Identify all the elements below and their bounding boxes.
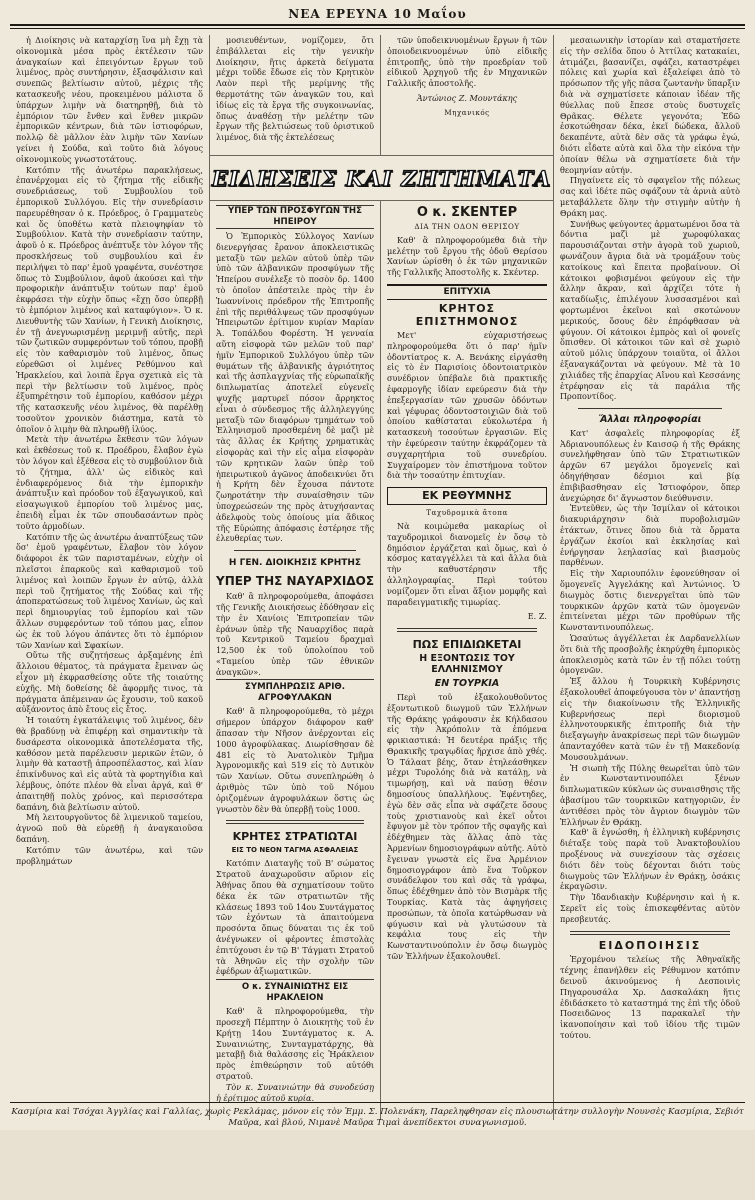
agri-heading: ΣΥΜΠΛΗΡΩΣΙΣ ΑΡΙΘ. ΑΓΡΟΦΥΛΑΚΩΝ [216,679,374,704]
skenter-heading: Ο κ. ΣΚΕΝΤΕΡ [416,205,518,220]
naval-heading-2: ΥΠΕΡ ΤΗΣ ΝΑΥΑΡΧΙΔΟΣ [216,574,375,589]
skenter-text: Καθ' ἃ πληροφορούμεθα διὰ τὴν μελέτην τοῦ ἔργου τῆς ὁδοῦ Θερίσου Χανίων ὡρίσθη ὁ ἐκ τῶν μηχανικῶν τῆς Γαλλικῆς Ἀποστολῆς κ. Σκέντερ. [387,234,547,278]
page-header: ΝΕΑ ΕΡΕΥΝΑ 10 Μαΐου [288,7,467,21]
col1-paragraph: Οὕτω τῆς συζητήσεως ἀρξαμένης ἐπὶ ἄλλοιου θέματος, τὰ πράγματα ἔμειναν ὡς εἶχον μὴ ἐκφρασθείσης οὔτε τῆς τοιαύτης εὐχῆς. Μὴ δοθείσης δὲ ἀφορμῆς τινος, τὰ πράγματα ἀπέμειναν ὡς ἔχουσιν, τοῦ κακοῦ αὐξάνοντος ἀπὸ ἔτους εἰς ἔτος. [16,650,203,715]
columns [10,35,745,1120]
column-5 [381,201,553,1120]
section-banner [210,155,553,201]
advertisement-footer: Κασμίρια καὶ Τσόχαι Ἀγγλίας καὶ Γαλλίας, χωρὶς Ρεκλάμας, μόνον εἰς τὸν Ἐμμ. Σ. Πολενάκη, Παρεληφθησαν εἰς πλουσιωτάτην συλλογὴν Νουνσὲς Κασμίρια, Σεβιότ Μαῦρα, καὶ βλού, Νιμανὲ Μαῦρα Τιμαὶ ἀνεπίδεκτοι συναγωνισμοῦ. [10,1102,745,1129]
refugees-text: Ὁ Ἐμπορικὸς Σύλλογος Χανίων διενεργήσας ἔρανον ἀποκλειστικῶς μεταξὺ τῶν μελῶν αὐτοῦ ὑπὲρ τῶν ὑπὸ τῶν ἀλβανικῶν προσφύγων τῆς Ἠπείρου συνέλεξε τὸ ποσὸν δρ. 1400 τὸ ὁποῖον ἀπέστειλε πρὸς τὴν ἐν Ἰωαννίνοις πρόεδρον τῆς Ἐπιτροπῆς ἐπὶ τῆς περιθάλψεως τῶν προσφύγων Ἠπειρωτῶν ἐρίτιμον κυρίαν Μαρίαν Ἀ. Τοπάλδου Φορέστη. Ἡ γενναία αὕτη εἰσφορὰ τῶν μελῶν τοῦ παρ' ἡμῖν Ἐμπορικοῦ Συλλόγου ὑπὲρ τῶν θυμάτων τῆς ἀλβανικῆς ἀγριότητος καὶ τῆς ἀσπλαγχνίας τῆς εὐρωπαϊκῆς διπλωματίας ἀποτελεῖ εὐγενεῖς ψυχῆς μαρτυρεῖ πόσον ἄρρηκτος εἶναι ὁ σύνδεσμος τῆς ἀλληλεγγύης μεταξὺ τῶν διαφόρων τμημάτων τοῦ Ἑλληνισμοῦ προσθεμένη δὲ μαζὶ μὲ τὰς ἄλλας ἐκ Κρήτης χρηματικὰς εἰσφορὰς καὶ τὴν εἰς αἷμα εἰσφορὰν τῶν κρητικῶν λαῶν ὑπὲρ τοῦ ἠπειρωτικοῦ ἀγῶνος ἀποδεικνύει ὅτι ἡ Κρήτη δὲν ἔχουσα πάντοτε ζωηροτάτην τὴν συναίσθησιν τῶν ὑποχρεώσεών της πρὸς ἀτυχήσαντας ἀδελφοὺς τοὺς ὁποίους μία ἄδικος τῆς Εὐρώπης ἀπόφασις ἐστέρησε τῆς ἐλευθερίας των. [216,231,374,544]
success-heading-2: ΚΡΗΤΟΣ ΕΠΙΣΤΗΜΟΝΟΣ [415,301,519,328]
soldiers-heading-2: ΕΙΣ ΤΟ ΝΕΟΝ ΤΑΓΜΑ ΑΣΦΑΛΕΙΑΣ [231,846,359,855]
signature-title: Μηχανικός [444,107,490,117]
other-paragraph: Κατ' ἀσφαλεῖς πληροφορίας ἐξ Ἀδριανουπόλεως ἐν Καισσῷ ἡ τῆς Θράκης συνελήφθησαν ὑπὸ τῶν Στρατιωτικῶν ἀρχῶν 67 μεγάλοι ὅμογενεῖς καὶ ὁδηγήθησαν δέσμιοι καὶ βίᾳ ἐπιβιβασθησαν εἰς Ἰστιοφόρον, ὅπερ ἀνεχώρησε δι' ἄγνωστον διεύθυνσιν. [560,427,740,503]
soldiers-heading-1: ΚΡΗΤΕΣ ΣΤΡΑΤΙΩΤΑΙ [232,830,358,844]
soldiers-text: Κατόπιν Διαταγῆς τοῦ Β' σώματος Στρατοῦ ἀναχωροῦσιν αὔριον εἰς Ἀθήνας ὅπου θὰ σχηματίσουν τοῦτο δέκα ἐκ τῶν στρατιωτῶν τῆς κλάσεως 1893 τοῦ 14ου Συντάγματος τῶν ἐχόντων τὰ ἀπαιτούμενα προσόντα ὅπως δύναται τις ἐκ τοῦ ἀνέγνωκεν οἱ φέροντες ἐπιστολὰς ἐπιτύχουσι ἐν τῷ Β' Τάγματι Στρατοῦ τὰ Ἀθηνῶν εἰς τὴν σχολὴν τῶν ἐφέδρων ἀξιωματικῶν. [216,858,374,977]
divider [397,628,537,632]
notice-heading: ΕΙΔΟΠΟΙΗΣΙΣ [598,938,702,952]
col1-paragraph: Κατόπιν τῶν ἀνωτέρω, καὶ τῶν προβλημάτων [16,844,203,866]
col2-paragraph: μοσιευθέντων, νομίζομεν, ὅτι ἐπιβάλλεται εἰς τὴν γενικὴν Διοίκησιν, ἥτις ἀρκετὰ δείγματα μέχρι τοῦδε ἔδωσε εἰς τὸν Κρητικὸν Λαὸν περὶ τῆς μερίμνης τῆς θερμοτάτης τῶν ἀναγκῶν του, καὶ ἰδίως εἰς τὰ ἔργα τῆς συγκοινωνίας, ὅπως ἀναθέσῃ τὴν μελέτην τῶν ἔργων τῆς βελτιώσεως τοῦ ὁριστικοῦ λιμένος, διὰ τῆς ἐκτελέσεως [216,35,374,143]
notice-text: Ἐρχομένου τελείως τῆς Ἀθηναϊκῆς τέχνης ἐπανήλθεν εἰς Ρέθυμνον κατόπιν δεινοῦ ἀκινούμενος ἡ Δεσποινὶς Πηγαρουσάλα Χρ. Δασκαλάκη ἥτις ἐδιδάσκετο τὸ καταστημά της ἐπὶ τῆς ὁδοῦ Ποσειδῶνος 13 παρακαλεῖ τὴν ἱκανοποίησιν καὶ τοῦ ἱδίου τῆς τιμῶν τούτου. [560,954,740,1040]
other-paragraph: Ἡ σιωπὴ τῆς Πύλης θεωρεῖται ὑπὸ τῶν ἐν Κωνσταντινουπόλει ξένων διπλωματικῶν κύκλων ὡς συναισθησις τῆς ἀβασίμου τῶν τουρκικῶν κατηγοριῶν, ἐν ἀντιθέσει πρὸς τὸν ἄγριον διωγμὸν τῶν Ἑλλήνων ἐν Θράκῃ. [560,762,740,827]
column-4 [210,201,381,1120]
column-3 [381,35,553,155]
other-paragraph: Ἐντεῦθεν, ὡς τὴν Ἰσμίλαν οἱ κάτοικοι διακυριάρχησιν διὰ πυροβολισμῶν ἐτάκτων, ὅτινες ὅπου διὰ τὰ ὄρματα ἐργάζων ἐκσίοι καὶ ἐκκλησίας καὶ ἐνήργησαν λεηλασίας καὶ βιασμοὺς παρθένων. [560,503,740,568]
divider [578,408,722,409]
middle-top [210,35,553,155]
refugees-heading: ΥΠΕΡ ΤΩΝ ΠΡΟΣΦΥΓΩΝ ΤΗΣ ΗΠΕΙΡΟΥ [216,205,374,229]
rethymno-signature: Ε. Ζ. [527,611,547,622]
page-bottom-margin [0,1130,755,1200]
column-2 [210,35,381,155]
col6-paragraph: Πηγαίνετε εἰς τὸ σφαγεῖον τῆς πόλεως σας καὶ ἰδέτε πῶς σφάζουν τὰ ἀρνιὰ αὐτὸ μεταβάλλετε ὅλην τὴν στιγμὴν αὐτὴν ἡ Θράκη μας. [560,175,740,218]
naval-text: Καθ' ἃ πληροφορούμεθα, ἀποφάσει τῆς Γενικῆς Διοικήσεως ἐδόθησαν εἰς τὴν ἐν Χανίοις Ἐπιτροπείαν τῶν ἐράνων ὑπὲρ τῆς Ναυαρχίδος παρὰ τοῦ Κεντρικοῦ Ταμείου δραχμαὶ 12,500 ἐκ τοῦ ὑπολοίπου τοῦ «Ταμείου ὑπὲρ τῶν ἐθνικῶν ἀναγκῶν». [216,591,374,677]
col1-paragraph: Κατόπιν τῆς ἀνωτέρω παρακλήσεως, ἐπανέρχομαι εἰς τὸ ζήτημα τῆς εἰδικῆς συνεδριάσεως, τοῦ Συμβουλίου τοῦ ἐμπορικοῦ Συλλόγου. Εἰς τὴν συνεδρίασιν παρευρέθησαν ὁ κ. Πρόεδρος, ὁ Γραμματεὺς καὶ ὅς ὑποθέτω κατὰ πλειοψηφίαν τὸ Συμβούλιον. Κατὰ τὴν συνεδρίασιν ταύτην, ἀφοῦ ὁ κ. Πρόεδρος ἀνέπτυξε τὸν λόγον τῆς προσκλήσεως τοῦ συμβουλίου καὶ ἐν περιλήψει τὸ παρ' ἐμοῦ γραφέντα, συνέστησε ὅπως τὸ Συμβούλιον, ἀφοῦ ἀκούσει καὶ τὴν προφορικὴν ἀνάπτυξιν τούτων παρ' ἐμοῦ ἐκφράσει τὴν εὐχὴν ὅπως «ἔχῃ ὅσο ὑπερβῇ τὸ ἐμπόριον λιμένος καὶ καταφύγιον». Ὁ κ. Διευθυντὴς τῶν Χανίων, ἡ Γενικὴ Διοίκησις, ἐν τῇ ἀνεγνωρισμένῃ μεριμνῇ αὐτῆς, περὶ τῶν ζωτικῶν συμφερόντων τοῦ τόπου, προβῇ εἰς τὸν καθαρισμὸν τοῦ λιμένος, ὅπως εὑρεθῶσι οἱ λιμένες Ρεθύμνου καὶ Ἡρακλείου, καὶ λοιπὰ ἔργα σχετικὰ εἰς τὰ περὶ τὴν βελτίωσιν τοῦ λιμένος, πρὸς ἐξυπηρέτησιν τοῦ ἐμπορίου, καθόσον μέχρι τῆς κατασκευῆς νέου λιμένος, θὰ παρέλθῃ τοσοῦτον χρονικὸν διάστημα, κατὰ τὸ ὁποῖον ὁ λιμὴν θὰ πληρωθῇ ἰλύος. [16,164,204,434]
divider [226,820,364,824]
hellenism-text: Περὶ τοῦ ἐξακολουθοῦντος ἐξοντωτικοῦ διωγμοῦ τῶν Ἑλλήνων τῆς Θράκης γράφουσιν ἐκ Κήλδασου εἰς τὴν Ἀκρόπολιν τὰ ἑπόμενα φρικιαστικά: Ἡ δευτέρα πράξις τῆς Θρακικῆς τραγῳδίας ἤρχισε ἀπὸ χθές. Ὁ Τάλαατ βέης, ὅταν ἐτηλεάσθηκεν μέχρι Τυρολόης διὰ νὰ κατάλῃ, νὰ τιμωρήσῃ, καὶ νὰ παύσῃ θέσιν δημοσίους ὑπαλλήλους. Ἐφέντηδες, ἐγὼ δὲν σᾶς εἶπα νὰ σφάζετε ὅσους τοὺς χριστιανοὺς καὶ ἐκεῖ οὗτοι ἔφυγον μὲ τὸν τρόπον τῆς σφαγῆς καὶ ἐδέχθημεν τὰς ἄλλας ἀπὸ τὰς Ἀρμενίων δημοσιογράφων αὐτῆς. Αὐτὸ ἔγειναν γνωστὰ εἰς ἕνα Ἀρμένιον δημοσιογράφον ἀπὸ ἕνα Τοῦρκον συνάδελφον του καὶ σᾶς τὰ γράφω, ὅπως ἐδέχθημεν ἀπὸ τὸν Βισμὰρκ τῆς Τουρκίας. Κατὰ τὰς ἀφηγήσεις προσώπων, τὰ ὁποῖα κατώρθωσαν νὰ φύγωσιν καὶ νὰ γλυτώσουν τὰ κεφάλια τους εἰς τὴν Κωνσταντινούπολιν ἐν ὅσῳ διωγμὸς τῶν Ἑλλήνων ἐξακολουθεῖ. [387,691,547,962]
other-paragraph: Ὡσαύτως ἀγγέλλεται ἐκ Δαρδανελλίων ὅτι διὰ τῆς προσβολῆς ἐκηρύχθη ἐμπορικὸς ἀποκλεισμὸς κατὰ τῶν ἐν τῇ πόλει τούτῃ ὁμογενῶν. [560,633,740,676]
rethymno-heading: ΕΚ ΡΕΘΥΜΝΗΣ [387,487,547,505]
col6-paragraph: μεσαιωνικὴν ἱστορίαν καὶ σταματήσετε εἰς τὴν σελίδα ὅπου ὁ Ἀττίλας κατακαίει, ἀτιμάζει, βασανίζει, σφάζει, καταστρέφει πόλεις καὶ χωρία καὶ ἐξαλείφει ἀπὸ τὸ πρόσωπον τῆς γῆς πᾶσα ζωντανὴν ὕπαρξιν διὰ νὰ σχηματίσετε κάποιαν ἰδέαν τῆς θύελλας ποῦ ἔπεσε στοὺς δυστυχεῖς Θρᾶκας. Θέλετε γεγονότα; Ἐδῶ ἐσκοτώθησαν δέκα, ἐκεῖ δώδεκα, ἄλλοῦ δεκαπέντε, αὐτὰ δὲν σᾶς τὰ γράφω ἐγώ, διότι εἶδατε αὐτὰ καὶ ὅλα τὴν εἰκόνα τὴν ὁποίαν θέλω νὰ σχηματίσετε διὰ τὴν θεομηνίαν αὐτήν. [560,35,740,175]
banner-title: ΕΙΔΗΣΕΙΣ ΚΑΙ ΖΗΤΗΜΑΤΑ [211,165,552,191]
divider [234,550,356,551]
hellenism-heading-2: Η ΕΞΟΝΤΩΣΙΣ ΤΟΥ ΕΛΛΗΝΙΣΜΟΥ [419,653,515,676]
success-text: Μετ' εὐχαριστήσεως πληροφορούμεθα ὅτι ὁ παρ' ἡμῖν ὀδοντίατρος κ. Α. Βενάκης εἰργάσθη εἰς τὸ ἐν Παρισίοις ὀδοντοιατρικὸν συνέδριον ὑπέβαλε διὰ πρακτικῆς ἐφαρμογῆς ἰδίαν εφεύρεσιν διὰ τὴν ἐπεξεργασίαν τῶν χρυσῶν ὀδόντων καὶ γέφυρας ὀδοντοστοιχιῶν διὰ τοῦ ὁποίου καθίσταται εὐκολωτέρα ἡ κατασκευὴ τοσούτων ἐργασιῶν. Εἰς τὴν ἐφεύρεσιν ταύτην ἐκφράζομεν τὰ συγχαρητήρια τοῦ συνεδρίου. Συγχαίρομεν τὸν ἐπιστήμονα τοῦτον διὰ τὴν τοσαύτην ἐπιτυχίαν. [387,329,547,481]
hellenism-heading-3: ΕΝ ΤΟΥΡΚΙΑ [434,678,500,690]
other-info-heading: Ἄλλαι πληροφορίαι [598,414,702,426]
other-paragraph: Καθ' ἃ ἐγνώσθη, ἡ ἑλληνικὴ κυβέρνησις διέταξε τοὺς παρὰ τοῦ Ἀνακτοβουλίου προξένους νὰ συνεχίσουν τὰς σχέσεις διότι δὲν τοὺς δέχονται διότι τοὺς διωγμοὺς τῶν Ἑλλήνων ἐν Θράκῃ, ὁσάκις ἐκραγῶσιν. [560,827,740,892]
col1-paragraph: ἡ Διοίκησις νὰ καταρχίσῃ ἵνα μὴ ἔχῃ τὰ οἰκονομικὰ μέσα πρὸς ἐκτέλεσιν τῶν ἀναγκαίων καὶ ἐπειγόντων ἔργων τοῦ λιμένος, πρὸς συντήρησιν, ἐξασφάλισιν καὶ συνεπῶς βελτίωσιν αὐτοῦ, μέχρις τῆς κατασκευῆς νέου, προκειμένου μάλιστα ὅ ὑπάρχων λιμὴν νὰ διατηρηθῇ, διὰ τὸ ἐμπόριον τῶν ἔνθεν καὶ ἔνθεν μικρῶν ἐμπορικῶν κέντρων, διὰ τῶν ἱστιοφόρων, πολλῷ δὲ μᾶλλον ἐὰν λιμὴν τῶν Χανίων γείνει ἡ Σούδα, καὶ τοῦτο διὰ λόγους οἰκονομικοὺς γνωστοτάτους. [16,35,203,164]
hellenism-heading-1: ΠΩΣ ΕΠΙΔΙΩΚΕΤΑΙ [412,638,522,652]
col3-paragraph: τῶν ὑποδεικνυομένων ἔργων ἡ τῶν ὁποιοδεικνυομένων ὑπὸ εἰδικῆς ἐπιτροπῆς, ὑπὸ τὴν προεδρίαν τοῦ εἰδικοῦ Ἀρχηγοῦ τῆς ἐν Μηχανικῶν Γαλλικῆς ἀποστολῆς. [387,35,547,89]
heraklion-heading: Ο κ. ΣΥΝΑΙΝΙΩΤΗΣ ΕΙΣ ΗΡΑΚΛΕΙΟΝ [216,979,374,1004]
col1-paragraph: Μὴ λειτουργοῦντος δὲ λιμενικοῦ ταμείου, ἀγνοῶ ποῦ θὰ εὑρεθῇ ἡ ἀναγκαιοῦσα δαπάνη. [16,812,203,844]
col6-paragraph: Συνήθως φεύγοντες ἁρματωμένοι ὅσα τὰ δόντια μαζὶ μὲ χωροφύλακας παρουσιάζονται στὴν ἀγορὰ τοῦ χωριοῦ, φωνάζουν ἄγρια διὰ νὰ τρομάξουν τοὺς κατοίκους καὶ ἔπειτα προβαίνουν. Οἱ κάτοικοι φοβισμένοι φεύγουν εἰς τὴν ἄλλην ἄκραν, καὶ ἀρχίζει τότε ἡ καταδίωξις, ἐπιλέγουν λυσσασμένοι καὶ φορτωμένοι ἐκεῖνοι καὶ σκοτώνουν μερικούς, ὅσους δὲν ἐπρόφθασαν νὰ φύγουν. Οἱ κάτοικοι ἐμπρὸς καὶ οἱ φονεῖς ὅπισθεν. Οἱ κάτοικοι τῶν καὶ σὲ χωριὸ αὐτοῦ μόλις ὑπάρχουν τοιαῦτα, οἱ ἄλλοι ἐξαναγκάζονται νὰ φεύγουν. Μὲ τὰ 10 χιλιάδες τῆς ἐπαρχίας Αἴνου καὶ Κεσσάνης ἐτρέφησαν εἰς τὰ παράλια τῆς Προποντίδος. [560,218,740,402]
middle-section [210,35,554,1120]
article-signature: Ἀντώνιος Ζ. Μουντάκης [416,92,518,103]
skenter-subheading: ΔΙΑ ΤΗΝ ΟΔΟΝ ΘΕΡΙΣΟΥ [414,222,520,231]
other-paragraph: Εἰς τὴν Χαριουπόλιν ἐφονεύθησαν οἱ ὅμογενεῖς Ἀγγελάκης καὶ Ἀντώνιος. Ὁ διωγμὸς ὅστις διενεργεῖται ὑπὸ τῶν τουρκικῶν ἀρχῶν κατὰ τῶν ὁμογενῶν ἐπιτείνεται μέχρι τῶν προθύρων τῆς Κωνσταντινουπόλεως. [560,568,740,633]
middle-bottom [210,201,553,1120]
other-paragraph: Τὴν Ἰδανδιακὴν Κυβέρνησιν καὶ ἡ κ. Σερεῖτ εἰς τοὺς ἐπισκεφθέντας αὐτὸν πρεσβευτάς. [560,892,740,924]
other-paragraph: Ἐξ ἄλλου ἡ Τουρκικὴ Κυβέρνησις ἐξακολουθεῖ ἀποφεύγουσα τὸν ν' ἀπαντήσῃ εἰς τὴν διακοίνωσιν τῆς Ἑλληνικῆς Κυβερνήσεως περὶ διορισμοῦ ἑλληνοτουρκικῆς ἐπιτροπῆς διὰ τὴν διεξαγωγὴν ἀνακρίσεως περὶ τῶν διωγμῶν ἀπανταχόθεν κατὰ τῶν ἐν τῇ Μακεδονίᾳ Μουσουλμάνων. [560,676,740,762]
divider [570,931,730,935]
rethymno-subheading: Ταχυδρομικὰ ἄτοπα [426,508,508,518]
success-heading-1: ΕΠΙΤΥΧΙΑ [387,284,547,300]
col1-paragraph: Κατόπιν τῆς ὡς ἀνωτέρω ἀναπτύξεως τῶν ὅσ' ἐμοῦ γραφέντων, ἔλαβον τὸν λόγον διάφοροι ἐκ τῶν παρισταμένων, εὐχὴν οἱ πλεῖστοι ἐπαρκοῦς καὶ καθαρισμοῦ τοῦ λιμένος καὶ λοιπῶν ἔργων ἐν αὐτῷ, ἀλλὰ περὶ τοῦ ζητήματος τῆς Σούδας καὶ τῆς ἀποπερατώσεως τοῦ λιμένος Χανίων, ὡς καὶ περὶ δημιουργίας τοῦ ἐμπορίου καὶ τῶν ἄλλων συμφερόντων τοῦ τόπου μας, εἶπον ὡς ἐκ τοῦ λόγου ἀπάντες ὅτι τὸ ἐμπόριον τῶν Χανίων καὶ Σφακίων. [16,531,203,650]
col1-paragraph: Ἡ τοιαύτη ἐγκατάλειψις τοῦ λιμένος, δὲν θὰ βραδύνῃ νὰ ἐπιφέρῃ καὶ σημαντικὴν τὰ δυσάρεστα οἰκονομικὰ ἀποτελέσματα τῆς, καθόσον μετὰ παρέλευσιν μερικῶν ἐτῶν, ὁ λιμὴν θὰ καταστῇ ἀπροσπέλαστος, καὶ λίαν ἐπικίνδυνος καὶ εἰς αὐτὰ τὰ φορτηγίδια καὶ λέμβους, ὁπότε πλέον θὰ εἶναι ἀργά, καὶ θ' ἀπαιτηθῇ πολὺς χρόνος, καὶ περισσότερα δαπάνη, διὰ βελτίωσιν αὐτοῦ. [16,715,203,812]
header-rule [10,24,745,29]
heraklion-note: Τὸν κ. Συναινιώτην θὰ συνοδεύσῃ ἡ ἐρίτιμος αὐτοῦ κυρία. [216,1081,374,1103]
agri-text: Καθ' ἃ πληροφορούμεθα, τὸ μέχρι σήμερον ὑπάρχον διάφορον καθ' ἅπασαν τὴν Νῆσον ἀνέρχονται εἰς 1000 ἀγροφύλακας. Διωρίσθησαν δὲ 481 εἰς τὸ Ἀνατολικὸν Τμῆμα Ἀγρονομικῆς καὶ 519 εἰς τὸ Δυτικὸν τῶν Χανίων. Οὕτω συνεπληρώθη ὁ ἀριθμὸς τῶν ὑπὸ τοῦ Νόμου ὁριζομένων ἀγροφυλάκων ὅστις ὡς γνωστὸν δὲν θὰ ὑπερβῇ τοὺς 1000. [216,706,374,814]
naval-heading-1: Η ΓΕΝ. ΔΙΟΙΚΗΣΙΣ ΚΡΗΤΗΣ [228,558,362,569]
column-1 [10,35,210,1120]
col1-paragraph: Μετὰ τὴν ἀνωτέρω ἔκθεσιν τῶν λόγων καὶ ἐκθέσεως τοῦ κ. Προέδρου, ἔλαβον ἐγὼ τὸν λόγον καὶ ἐξέθεσα εἰς τὸ συμβούλιον διὰ τὸ ζήτημα, ἀλλ' ὡς εἰδικὸς καὶ ἐνδιαφερόμενος διὰ τὴν ἐμπορικὴν ἀνάπτυξιν καὶ πρόοδον τοῦ ἐξαγωγικοῦ, καὶ εἰσαγωγικοῦ ἐμπορίου τοῦ λιμένος μας, ἐπειδὴ εἶμαι ἐκ τῶν σπουδασάντων πρὸς τοῦτο ἀρμοδίων. [16,434,203,531]
column-6 [554,35,746,1120]
heraklion-text: Καθ' ἃ πληροφορούμεθα, τὴν προσεχῆ Πέμπτην ὁ Διοικητὴς τοῦ ἐν Κρήτῃ 14ου Συντάγματος κ. Α. Συναινιώτης, Συνταγματάρχης, θὰ μεταβῇ διὰ θαλάσσης εἰς Ἡράκλειον πρὸς ἐπιθεώρησιν τοῦ αὐτόθι στρατοῦ. [216,1006,374,1081]
rethymno-text: Νὰ κοιμώμεθα μακαρίως οἱ ταχυδρομικοὶ διανομεῖς ἐν ὅσῳ τὸ δημόσιον ἐργάζεται καὶ ὅμως, καὶ ὁ κόσμος καταγγέλλει τὰ καὶ ἄλλα διὰ τὴν καθυστέρησιν τῆς ἀλληλογραφίας. Περὶ τούτου νομίζομεν ὅτι εἶναι ἄξιον μομφῆς καὶ παραδειγματικῆς τιμωρίας. [387,520,547,607]
